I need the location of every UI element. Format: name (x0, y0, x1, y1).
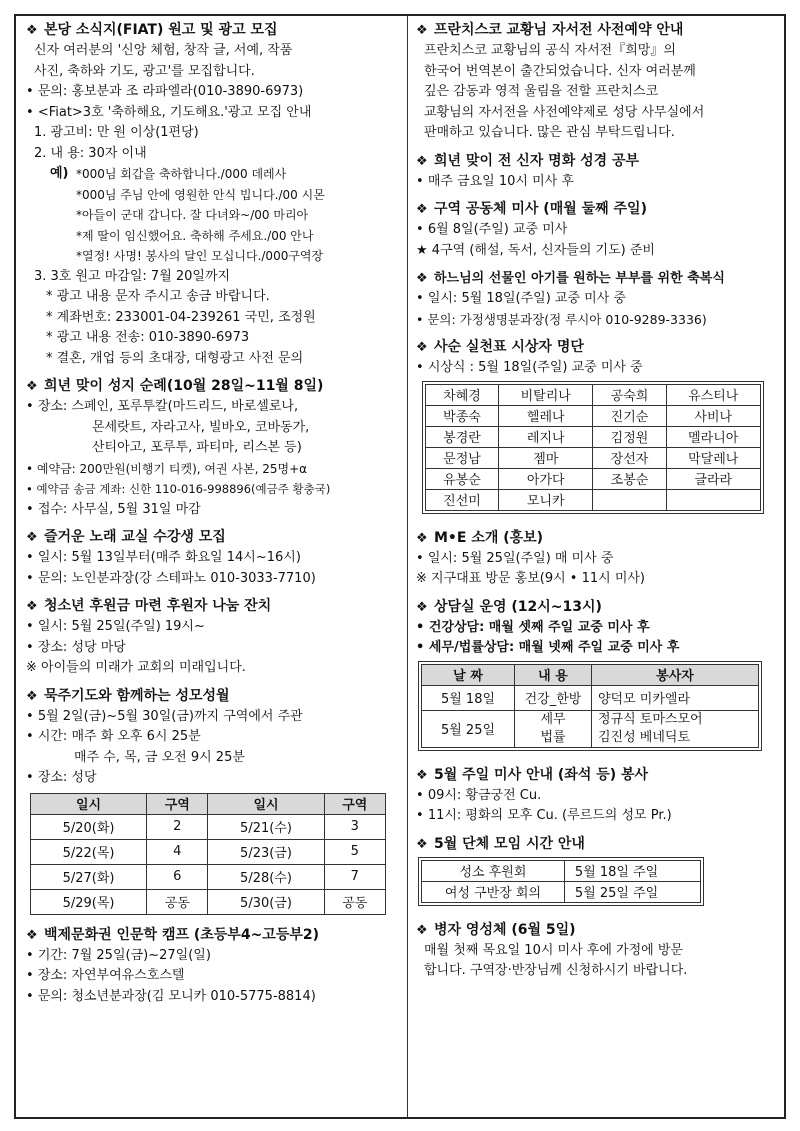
pope-book-section (416, 20, 778, 144)
table-cell: 젬마 (499, 447, 593, 468)
section-title (26, 925, 398, 946)
table-cell: 사비나 (666, 405, 761, 426)
table-cell: 비탈리나 (499, 384, 593, 405)
section-title-text: 청소년 후원금 마련 후원자 나눔 잔치 (44, 598, 272, 614)
blessing-date: • 일시: 5월 18일(주일) 교중 미사 중 (416, 289, 778, 310)
table-cell: 5/30(금) (208, 889, 324, 914)
table-cell: 문정남 (426, 447, 499, 468)
section-title-text: 프란치스코 교황님 자서전 사전예약 안내 (434, 22, 684, 38)
table-cell: 3 (324, 814, 385, 839)
table-cell: 장선자 (593, 447, 666, 468)
fiat-note: * 결혼, 개업 등의 초대장, 대형광고 사전 문의 (46, 350, 304, 366)
bible-section (416, 151, 778, 193)
right-column (416, 20, 778, 989)
award-line: • 시상식 : 5월 18일(주일) 교중 미사 중 (416, 358, 778, 379)
section-title (416, 597, 778, 618)
table-cell: 5/21(수) (208, 814, 324, 839)
section-title-text: 병자 영성체 (6월 5일) (434, 921, 576, 938)
fiat-deadline: 3. 3호 원고 마감일: 7월 20일까지 (34, 268, 231, 284)
pilgrimage-place: • 장소: 스페인, 포루투칼(마드리드, 바로셀로나, (26, 397, 398, 418)
table-cell (593, 489, 666, 510)
rosary-time: 매주 수, 목, 금 오전 9시 25분 (74, 749, 245, 765)
table-cell: 진선미 (426, 489, 499, 510)
diamond-bullet-icon: ❖ (416, 836, 428, 852)
section-title (26, 596, 398, 617)
section-title (26, 376, 398, 397)
table-cell: 공숙희 (593, 384, 666, 405)
section-title (26, 527, 398, 548)
table-cell: 4 (147, 839, 208, 864)
groups-table (421, 860, 701, 903)
award-section (416, 337, 778, 518)
section-title-text: 희년 맞이 성지 순례(10월 28일~11월 8일) (44, 378, 324, 394)
diamond-bullet-icon: ❖ (416, 153, 428, 169)
rosary-table (30, 793, 386, 915)
table-cell: 모니카 (499, 489, 593, 510)
table-row (422, 710, 759, 747)
award-table (425, 384, 761, 511)
table-cell: 5/23(금) (208, 839, 324, 864)
table-row (422, 685, 759, 710)
table-cell: 여성 구반장 회의 (422, 881, 565, 902)
youth-date: • 일시: 5월 25일(주일) 19시~ (26, 617, 398, 638)
pilgrimage-section (26, 376, 398, 520)
blessing-contact: • 문의: 가정생명분과장(정 루시아 010-9289-3336) (416, 310, 778, 331)
table-row (426, 384, 761, 405)
section-title-text: 묵주기도와 함께하는 성모성월 (44, 687, 230, 704)
section-title (416, 151, 778, 172)
section-title-text: 본당 소식지(FIAT) 원고 및 광고 모집 (44, 22, 278, 38)
diamond-bullet-icon: ❖ (26, 23, 38, 38)
groups-table-frame (418, 857, 704, 906)
table-cell: 유봉순 (426, 468, 499, 489)
counsel-section (416, 597, 778, 755)
fiat-content: 2. 내 용: 30자 이내 (34, 145, 147, 161)
singing-section (26, 527, 398, 589)
diamond-bullet-icon: ❖ (416, 599, 428, 615)
table-row (31, 864, 386, 889)
pilgrimage-account: • 예약금 송금 계좌: 신한 110-016-998896(예금주 황충국) (26, 479, 398, 500)
table-cell: 2 (147, 814, 208, 839)
table-cell: 박종숙 (426, 405, 499, 426)
table-row (422, 860, 701, 881)
table-cell: 세무 법률 (515, 710, 592, 747)
section-title-text: 5월 주일 미사 안내 (좌석 등) 봉사 (434, 766, 649, 783)
singing-date: • 일시: 5월 13일부터(매주 화요일 14시~16시) (26, 548, 398, 569)
example-item: *아들이 군대 갑니다. 잘 다녀와~/00 마리아 (76, 208, 309, 222)
table-row (422, 881, 701, 902)
counsel-line: • 세무/법률상담: 매월 넷째 주일 교중 미사 후 (416, 638, 778, 659)
diamond-bullet-icon: ❖ (26, 688, 38, 704)
table-cell: 아가다 (499, 468, 593, 489)
section-title-text: 사순 실천표 시상자 명단 (434, 339, 584, 355)
table-cell: 성소 후원회 (422, 860, 565, 881)
table-cell: 공동 (324, 889, 385, 914)
section-title (416, 20, 778, 41)
table-row (426, 447, 761, 468)
table-row (31, 814, 386, 839)
table-cell: 유스티나 (666, 384, 761, 405)
fiat-fee: 1. 광고비: 만 원 이상(1편당) (34, 125, 199, 140)
pope-text: 프란치스코 교황님의 공식 자서전『희망』의 (424, 43, 676, 58)
district-mass-section (416, 199, 778, 261)
fiat-note: * 광고 내용 전송: 010-3890-6973 (46, 330, 250, 345)
bulletin-page (14, 14, 786, 1119)
pope-text: 교황님의 자서전을 사전예약제로 성당 사무실에서 (424, 104, 705, 120)
blessing-section (416, 268, 778, 330)
table-cell: 5월 25일 (422, 710, 515, 747)
rosary-section (26, 686, 398, 915)
table-cell: 5/29(목) (31, 889, 147, 914)
fiat-subtitle: • <Fiat>3호 '축하해요, 기도해요.'광고 모집 안내 (26, 103, 398, 124)
table-row (31, 889, 386, 914)
counsel-table-frame (418, 661, 762, 751)
me-section (416, 528, 778, 590)
section-title (416, 268, 778, 289)
table-cell: 7 (324, 864, 385, 889)
table-cell: 멜라니아 (666, 426, 761, 447)
fiat-intro-1: 신자 여러분의 '신앙 체험, 창작 글, 서예, 작품 (34, 43, 293, 58)
counsel-table (421, 664, 759, 748)
sick-line: 합니다. 구역장·반장님께 신청하시기 바랍니다. (424, 963, 688, 978)
fiat-note: * 계좌번호: 233001-04-239261 국민, 조정원 (46, 309, 316, 325)
example-item: *제 딸이 임신했어요. 축하해 주세요./00 안나 (76, 228, 314, 243)
table-cell: 6 (147, 864, 208, 889)
table-header: 일시 (31, 793, 147, 814)
section-title (26, 686, 398, 707)
table-cell: 막달레나 (666, 447, 761, 468)
youth-place: • 장소: 성당 마당 (26, 638, 398, 659)
diamond-bullet-icon: ❖ (416, 767, 428, 783)
diamond-bullet-icon: ❖ (416, 202, 428, 217)
camp-contact: • 문의: 청소년분과장(김 모니카 010-5775-8814) (26, 987, 398, 1008)
counsel-line: • 건강상담: 매월 셋째 주일 교중 미사 후 (416, 618, 778, 639)
table-row (426, 489, 761, 510)
section-title-text: M•E 소개 (홍보) (434, 529, 544, 546)
section-title (416, 834, 778, 855)
pilgrimage-place: 산티아고, 포루투, 파티마, 리스본 등) (92, 440, 302, 455)
sick-line: 매월 첫째 목요일 10시 미사 후에 가정에 방문 (424, 942, 683, 958)
fiat-section (26, 20, 398, 369)
diamond-bullet-icon: ❖ (416, 922, 428, 938)
singing-contact: • 문의: 노인분과장(강 스테파노 010-3033-7710) (26, 569, 398, 590)
table-header: 내 용 (515, 664, 592, 685)
fiat-examples (26, 164, 398, 267)
section-title-text: 백제문화권 인문학 캠프 (초등부4~고등부2) (44, 926, 320, 943)
pilgrimage-deposit: • 예약금: 200만원(비행기 티켓), 여권 사본, 25명+α (26, 459, 398, 480)
sick-communion-section (416, 920, 778, 982)
column-divider (407, 16, 408, 1117)
mass-line: • 11시: 평화의 모후 Cu. (루르드의 성모 Pr.) (416, 806, 778, 827)
table-cell: 조봉순 (593, 468, 666, 489)
youth-note: ※ 아이들의 미래가 교회의 미래입니다. (26, 660, 246, 675)
diamond-bullet-icon: ❖ (416, 530, 428, 546)
table-header: 구역 (324, 793, 385, 814)
pope-text: 깊은 감동과 영적 울림을 전할 프란치스코 (424, 84, 659, 99)
example-label: 예) (50, 166, 69, 181)
pope-text: 판매하고 있습니다. 많은 관심 부탁드립니다. (424, 125, 675, 140)
section-title (416, 528, 778, 549)
table-header: 구역 (147, 793, 208, 814)
example-item: *000님 회갑을 축하합니다./000 데레사 (76, 167, 287, 181)
table-cell: 공동 (147, 889, 208, 914)
table-cell: 5/22(목) (31, 839, 147, 864)
table-header: 일시 (208, 793, 324, 814)
table-cell: 차혜경 (426, 384, 499, 405)
fiat-intro-2: 사진, 축하와 기도, 광고'를 모집합니다. (34, 63, 255, 79)
district-line: • 6월 8일(주일) 교중 미사 (416, 220, 778, 241)
table-row (426, 405, 761, 426)
pilgrimage-reception: • 접수: 사무실, 5월 31일 마감 (26, 500, 398, 521)
mass-line: • 09시: 황금궁전 Cu. (416, 786, 778, 807)
section-title (416, 199, 778, 220)
me-date: • 일시: 5월 25일(주일) 매 미사 중 (416, 549, 778, 570)
mass-service-section (416, 765, 778, 827)
award-table-frame (422, 381, 764, 514)
rosary-place: • 장소: 성당 (26, 768, 398, 789)
diamond-bullet-icon: ❖ (416, 271, 428, 286)
camp-section (26, 925, 398, 1008)
table-cell: 글라라 (666, 468, 761, 489)
diamond-bullet-icon: ❖ (26, 379, 38, 394)
table-header: 날 짜 (422, 664, 515, 685)
table-cell: 정규식 토마스모어 김진성 베네딕토 (592, 710, 759, 747)
diamond-bullet-icon: ❖ (26, 927, 38, 943)
fiat-note: * 광고 내용 문자 주시고 송금 바랍니다. (46, 289, 270, 304)
section-title-text: 희년 맞이 전 신자 명화 성경 공부 (434, 152, 640, 169)
section-title-text: 구역 공동체 미사 (매월 둘째 주일) (434, 201, 647, 217)
table-row (426, 468, 761, 489)
table-cell: 5월 25일 주일 (564, 881, 700, 902)
table-cell: 5/28(수) (208, 864, 324, 889)
diamond-bullet-icon: ❖ (416, 340, 428, 355)
district-line: 4구역 (해설, 독서, 신자들의 기도) 준비 (431, 242, 655, 258)
me-note: ※ 지구대표 방문 홍보(9시 • 11시 미사) (416, 571, 646, 586)
table-header: 봉사자 (592, 664, 759, 685)
table-cell (666, 489, 761, 510)
left-column (26, 20, 398, 1014)
section-title-text: 5월 단체 모임 시간 안내 (434, 835, 585, 852)
diamond-bullet-icon: ❖ (26, 530, 38, 545)
diamond-bullet-icon: ❖ (26, 599, 38, 614)
example-item: *열정! 사명! 봉사의 달인 모십니다./000구역장 (76, 249, 324, 263)
rosary-time: • 시간: 매주 화 오후 6시 25분 (26, 727, 398, 748)
table-cell: 레지나 (499, 426, 593, 447)
fiat-contact: • 문의: 홍보분과 조 라파엘라(010-3890-6973) (26, 82, 398, 103)
table-cell: 김정원 (593, 426, 666, 447)
star-icon: ★ (416, 242, 428, 258)
youth-section (26, 596, 398, 679)
table-row (426, 426, 761, 447)
camp-place: • 장소: 자연부여유스호스텔 (26, 966, 398, 987)
pope-text: 한국어 번역본이 출간되었습니다. 신자 여러분께 (424, 63, 696, 79)
section-title-text: 즐거운 노래 교실 수강생 모집 (44, 529, 226, 545)
bible-line: • 매주 금요일 10시 미사 후 (416, 172, 778, 193)
table-cell: 5/20(화) (31, 814, 147, 839)
table-row (31, 839, 386, 864)
table-cell: 진기순 (593, 405, 666, 426)
table-cell: 봉경란 (426, 426, 499, 447)
section-title (416, 920, 778, 941)
table-cell: 헬레나 (499, 405, 593, 426)
table-cell: 5월 18일 주일 (564, 860, 700, 881)
section-title (416, 765, 778, 786)
section-title-text: 상담실 운영 (12시~13시) (434, 598, 602, 615)
table-cell: 건강_한방 (515, 685, 592, 710)
table-cell: 5/27(화) (31, 864, 147, 889)
section-title (416, 337, 778, 358)
camp-period: • 기간: 7월 25일(금)~27일(일) (26, 946, 398, 967)
table-cell: 5 (324, 839, 385, 864)
table-cell: 5월 18일 (422, 685, 515, 710)
diamond-bullet-icon: ❖ (416, 23, 428, 38)
section-title (26, 20, 398, 41)
rosary-period: • 5월 2일(금)~5월 30일(금)까지 구역에서 주관 (26, 707, 398, 728)
section-title-text: 하느님의 선물인 아기를 원하는 부부를 위한 축복식 (434, 271, 725, 286)
table-cell: 양덕모 미카엘라 (592, 685, 759, 710)
groups-section (416, 834, 778, 910)
pilgrimage-place: 몬세랏트, 자라고사, 빌바오, 코바동가, (92, 419, 310, 435)
example-item: *000님 주님 안에 영원한 안식 빕니다./00 시몬 (76, 187, 325, 202)
